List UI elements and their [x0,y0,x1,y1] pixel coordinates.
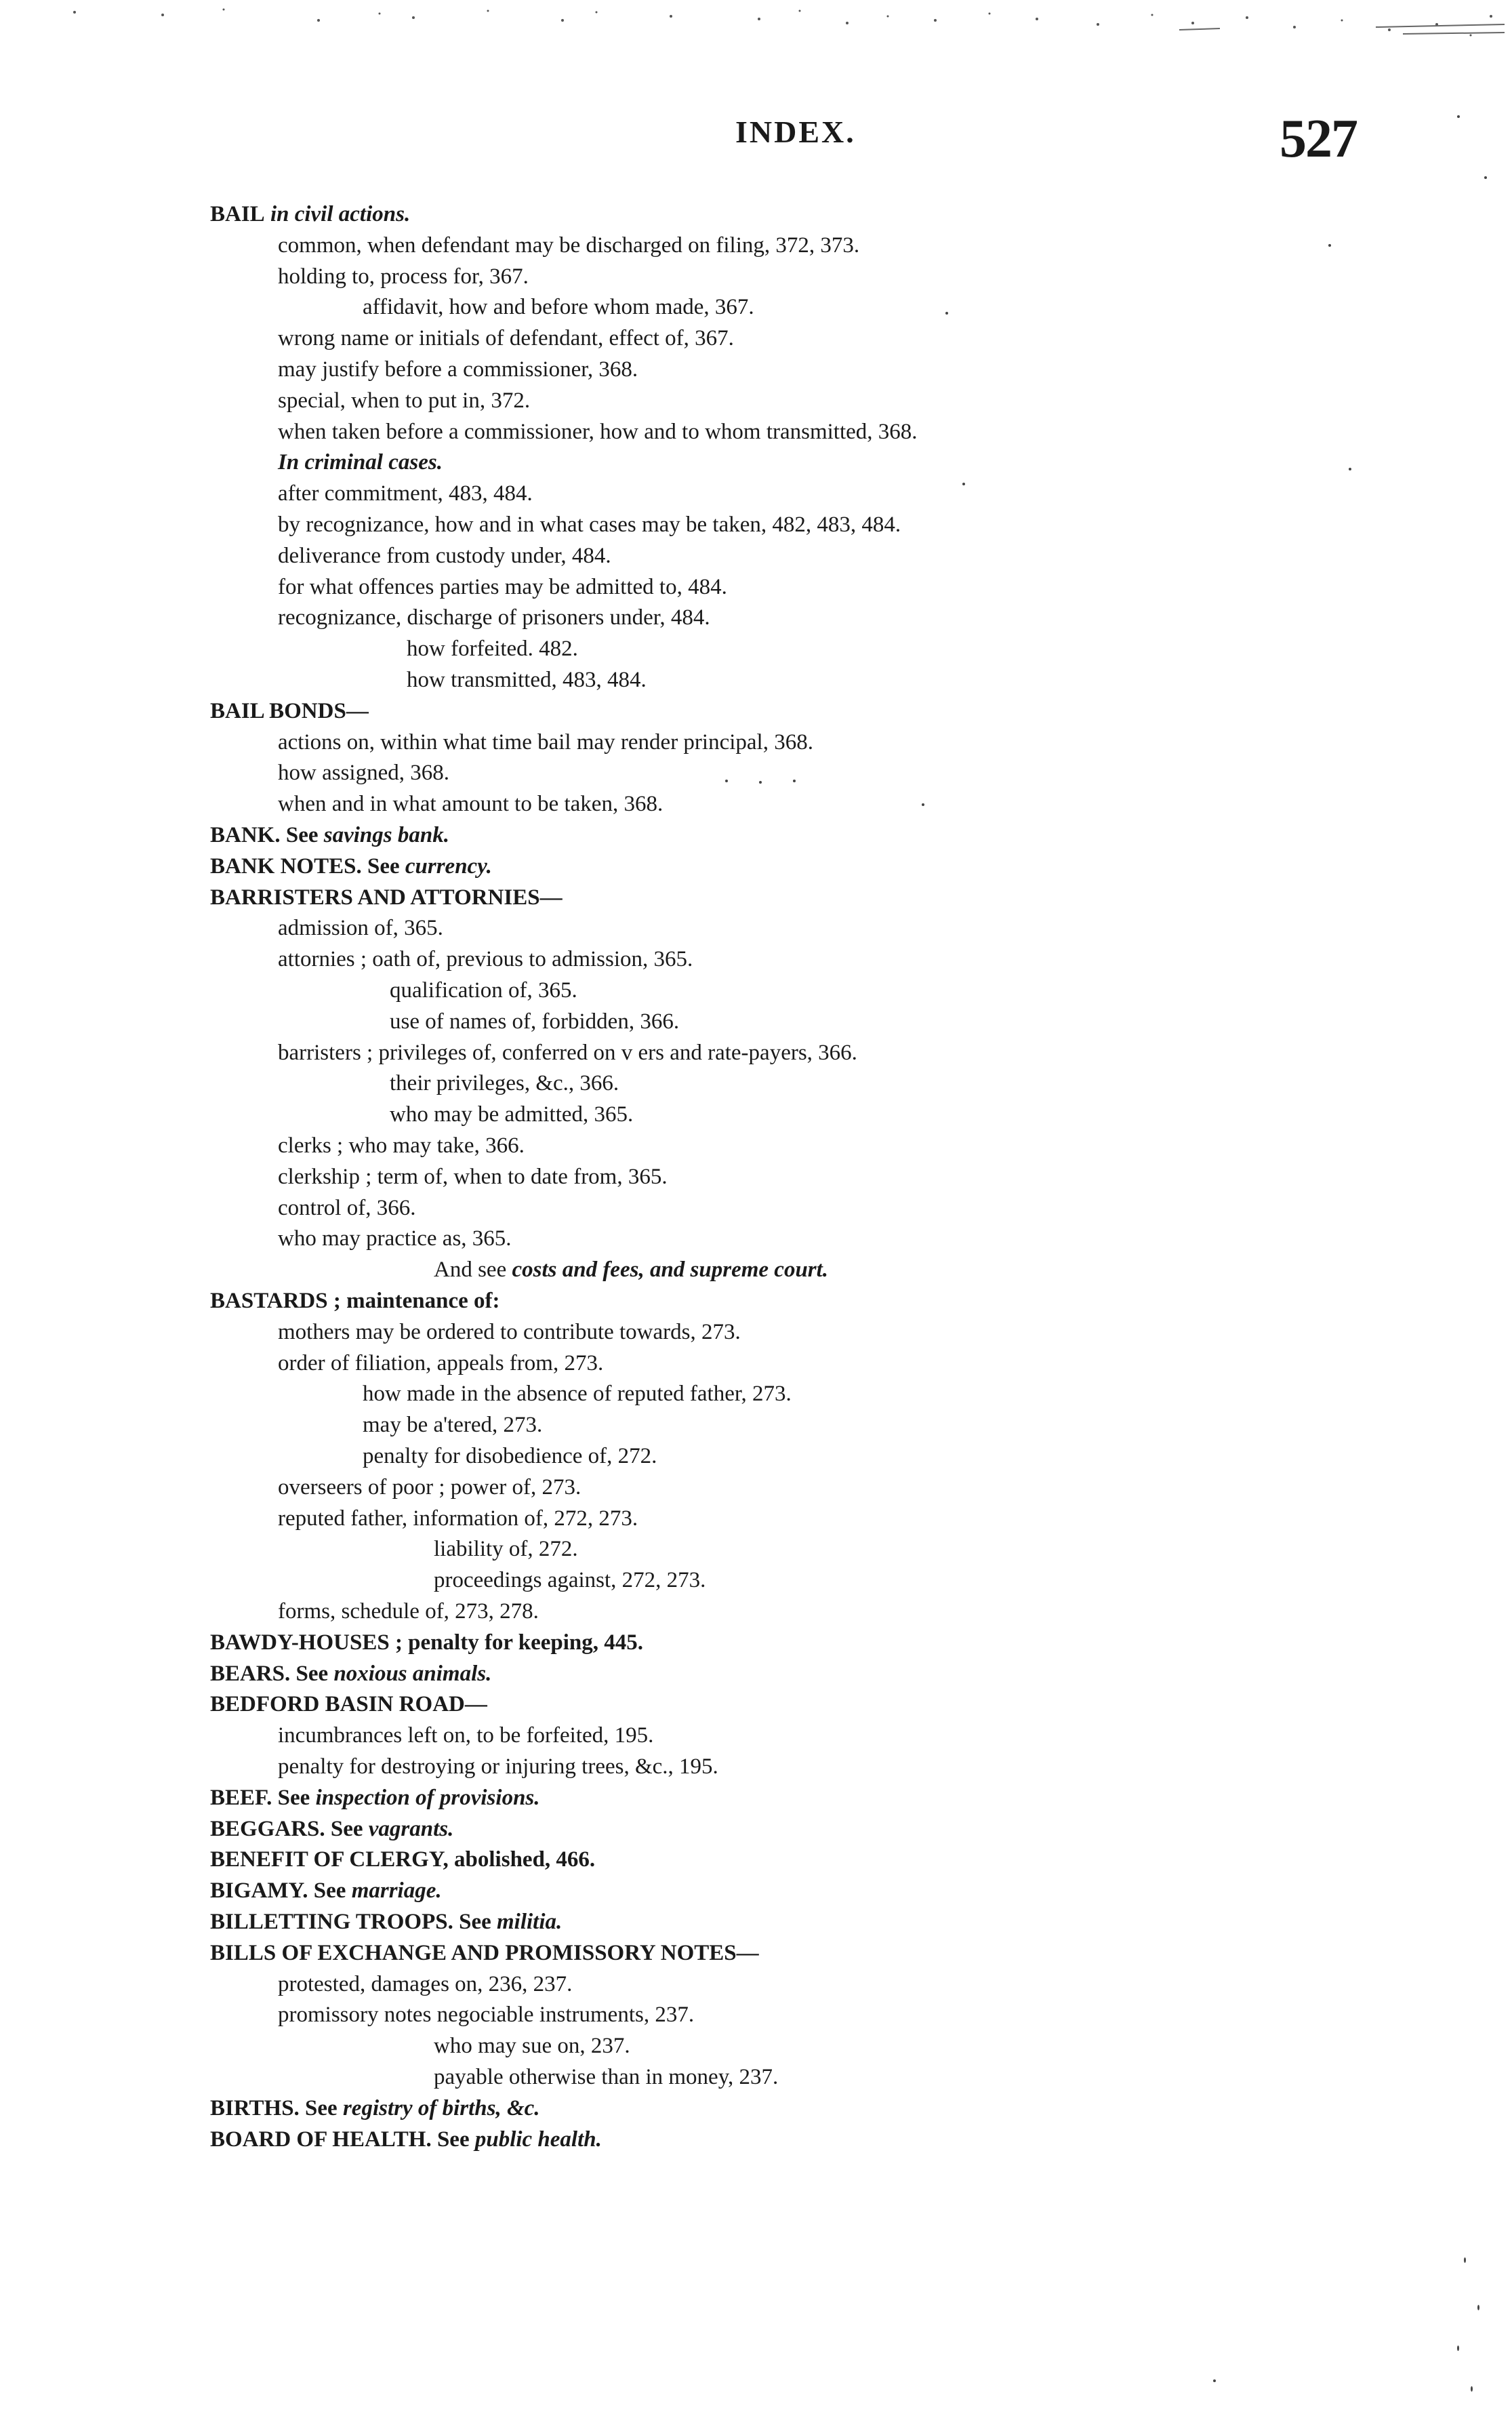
entry-text: how transmitted, 483, 484. [407,668,647,692]
entry-text: holding to, process for, 367. [278,264,529,289]
entry-text: who may practice as, 365. [278,1226,512,1251]
entry-text: penalty for disobedience of, 272. [363,1444,657,1468]
index-heading [210,2126,602,2153]
entry-text: BILLETTING TROOPS. See [210,1910,497,1934]
entry-text: deliverance from custody under, 484. [278,544,611,568]
entry-text: who may sue on, 237. [434,2034,630,2058]
entry-text: BIGAMY. See [210,1878,352,1903]
entry-text: order of filiation, appeals from, 273. [278,1351,604,1375]
entry-subtitle: in civil actions. [264,202,411,226]
index-entry [278,574,727,601]
index-entry [407,666,647,693]
entry-text: BEGGARS. See [210,1817,369,1841]
scan-speck [1457,115,1460,118]
index-entry [278,1753,718,1780]
entry-text: BEARS. See [210,1662,334,1686]
index-heading [210,1939,759,1967]
entry-text: payable otherwise than in money, 237. [434,2065,779,2089]
index-entry [434,1567,706,1594]
index-entry [278,511,901,538]
entry-text: use of names of, forbidden, 366. [390,1009,680,1034]
entry-text: common, when defendant may be discharged on filing, 372, 373. [278,233,860,258]
scan-speck [1484,176,1487,179]
entry-text: liability of, 272. [434,1537,578,1561]
index-entry [278,418,918,445]
index-entry [363,1380,792,1407]
entry-text: promissory notes negociable instruments, 237. [278,2003,695,2027]
index-entry [434,2032,630,2059]
entry-text: may justify before a commissioner, 368. [278,357,638,382]
index-heading [210,853,492,880]
cross-reference: savings bank. [323,823,449,847]
index-entry [363,1443,657,1470]
entry-text: admission of, 365. [278,916,443,940]
index-heading [210,1815,453,1843]
index-entry [278,1474,581,1501]
scan-speck [793,780,796,782]
index-heading [210,1908,562,1935]
entry-text: BAIL [210,202,265,226]
entry-text: may be a'tered, 273. [363,1413,543,1437]
index-entry [278,1194,415,1222]
index-entry [278,1971,572,1998]
index-entry [278,449,443,476]
entry-text: when taken before a commissioner, how and to whom transmitted, 368. [278,420,918,444]
entry-text: BOARD OF HEALTH. See [210,2127,475,2152]
index-entry [278,1350,603,1377]
index-heading [210,1784,540,1811]
entry-text: incumbrances left on, to be forfeited, 195. [278,1723,654,1748]
entry-text: mothers may be ordered to contribute towards, 273. [278,1320,741,1344]
entry-text: who may be admitted, 365. [390,1102,634,1127]
entry-text: how forfeited. 482. [407,637,578,661]
cross-reference: currency. [405,854,492,879]
index-heading [210,1287,499,1314]
entry-text: protested, damages on, 236, 237. [278,1972,573,1996]
entry-text: wrong name or initials of defendant, effect of, 367. [278,326,734,350]
entry-text: how assigned, 368. [278,761,449,785]
scan-speck [1349,468,1351,470]
scan-noise-top [0,0,1512,41]
cross-reference: registry of births, &c. [342,2096,540,2120]
entry-text: actions on, within what time bail may render principal, 368. [278,730,813,755]
index-heading [210,1846,595,1873]
index-entry [278,1505,638,1532]
index-entry [434,1535,578,1563]
entry-text: BAWDY-HOUSES ; penalty for keeping, 445. [210,1630,644,1655]
entry-text: recognizance, discharge of prisoners under, 484. [278,605,710,630]
index-entry [390,1008,679,1035]
index-entry [278,914,443,942]
entry-text: affidavit, how and before whom made, 367. [363,295,754,319]
index-entry [278,480,533,507]
scan-speck [1471,2386,1473,2392]
entry-text: control of, 366. [278,1196,416,1220]
entry-text: BEEF. See [210,1786,316,1810]
index-entry [278,232,859,259]
entry-text: BANK. See [210,823,324,847]
index-heading [210,884,563,911]
cross-reference: public health. [474,2127,602,2152]
scan-speck [1464,2257,1466,2263]
entry-text: BIRTHS. See [210,2096,343,2120]
index-entry [278,356,638,383]
cross-reference: militia. [497,1910,563,1934]
index-entry [390,1101,633,1128]
entry-text: clerkship ; term of, when to date from, 365. [278,1165,668,1189]
index-heading [210,698,369,725]
entry-text: BAIL BONDS— [210,699,369,723]
entry-text: by recognizance, how and in what cases may be taken, 482, 483, 484. [278,512,901,537]
entry-text: attornies ; oath of, previous to admission, 365. [278,947,693,971]
index-entry [278,946,693,973]
index-heading [210,2095,540,2122]
entry-text: BILLS OF EXCHANGE AND PROMISSORY NOTES— [210,1941,759,1965]
index-heading [210,822,449,849]
entry-text: proceedings against, 272, 273. [434,1568,706,1592]
cross-reference: costs and fees, and supreme court. [512,1258,829,1282]
index-heading [210,1691,487,1718]
entry-text: special, when to put in, 372. [278,388,531,413]
entry-text: BARRISTERS AND ATTORNIES— [210,885,563,910]
entry-text: after commitment, 483, 484. [278,481,533,506]
entry-text: for what offences parties may be admitted to, 484. [278,575,727,599]
scan-speck [945,312,948,315]
index-entry [390,977,577,1004]
entry-text: And see [434,1258,512,1282]
page-title: INDEX. [735,115,856,149]
entry-text: reputed father, information of, 272, 273. [278,1506,638,1531]
index-entry [407,635,578,662]
index-entry [278,1319,741,1346]
entry-text: penalty for destroying or injuring trees, &c., 195. [278,1754,718,1779]
index-entry [278,1598,539,1625]
entry-text: BEDFORD BASIN ROAD— [210,1692,487,1716]
index-entry [278,387,530,414]
index-entry [434,2064,778,2091]
index-entry [278,1722,653,1749]
scan-speck [1213,2379,1216,2382]
index-heading [210,201,410,228]
index-entry [390,1070,619,1097]
scan-speck [1457,2346,1459,2351]
entry-text: In criminal cases. [278,450,443,475]
scan-speck [1477,2305,1479,2310]
index-entry [363,294,754,321]
index-entry [278,759,449,786]
index-entry [363,1411,542,1439]
index-entry [278,1163,668,1190]
page-number: 527 [1280,109,1357,169]
index-entry [278,1132,525,1159]
scan-speck [922,803,924,806]
entry-text: their privileges, &c., 366. [390,1071,619,1095]
entry-text: how made in the absence of reputed father, 273. [363,1382,792,1406]
index-heading [210,1877,442,1904]
index-entry [434,1256,828,1283]
index-entry [278,2001,694,2028]
entry-text: BASTARDS ; maintenance of: [210,1289,500,1313]
scan-noise-graphic [0,0,1512,41]
index-entry [278,263,529,290]
index-entry [278,790,663,818]
scan-speck [725,780,728,782]
entry-text: BANK NOTES. See [210,854,405,879]
scan-speck [1328,244,1331,247]
scan-speck [759,781,762,784]
entry-text: overseers of poor ; power of, 273. [278,1475,581,1500]
cross-reference: inspection of provisions. [315,1786,540,1810]
entry-text: qualification of, 365. [390,978,577,1003]
entry-text: barristers ; privileges of, conferred on v ers and rate-payers, 366. [278,1041,857,1065]
entry-text: when and in what amount to be taken, 368. [278,792,663,816]
index-entry [278,729,813,756]
index-entry [278,1225,512,1252]
index-entry [278,1039,857,1066]
index-heading [210,1660,491,1687]
entry-text: forms, schedule of, 273, 278. [278,1599,539,1624]
index-heading [210,1629,643,1656]
scan-speck [962,483,965,485]
index-entry [278,604,710,631]
entry-text: clerks ; who may take, 366. [278,1133,525,1158]
index-entry [278,542,611,569]
cross-reference: vagrants. [368,1817,454,1841]
entry-text: BENEFIT OF CLERGY, abolished, 466. [210,1847,596,1872]
cross-reference: noxious animals. [333,1662,492,1686]
index-entry [278,325,734,352]
cross-reference: marriage. [351,1878,442,1903]
